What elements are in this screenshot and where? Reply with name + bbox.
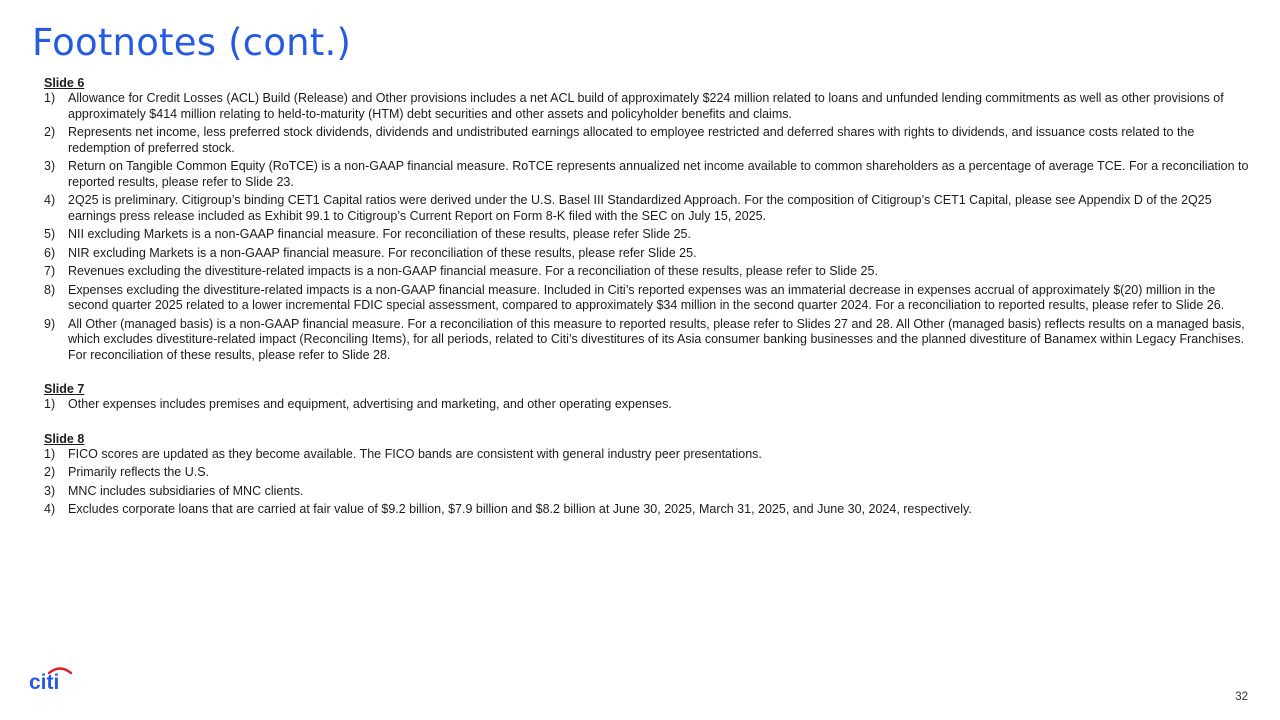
citi-logo-icon xyxy=(28,662,76,692)
footnote-text: NIR excluding Markets is a non-GAAP financial measure. For reconciliation of these results, please refer Slide 25. xyxy=(68,245,697,260)
footnote-text: Represents net income, less preferred stock dividends, dividends and undistributed earnings allocated to employee restricted and deferred shares with rights to dividends, and issuance costs related to the redemption of preferred stock. xyxy=(68,125,1195,155)
footnote-item xyxy=(44,465,1254,481)
footnote-item xyxy=(44,397,1254,413)
footnote-number: 2) xyxy=(44,465,56,479)
footnote-number: 3) xyxy=(44,483,56,498)
footnote-number: 1) xyxy=(44,397,56,411)
footnote-list xyxy=(44,447,1254,518)
footnote-number: 1) xyxy=(44,91,56,105)
footnote-item xyxy=(44,125,1254,156)
section-slide-7 xyxy=(44,381,1254,413)
footnote-item xyxy=(44,484,1254,500)
footnote-number: 4) xyxy=(44,502,56,516)
footnote-number: 3) xyxy=(44,159,56,173)
footnotes-content xyxy=(44,75,1254,521)
footnote-number: 1) xyxy=(44,446,56,461)
footnote-item xyxy=(44,283,1254,314)
footnote-number: 2) xyxy=(44,125,56,139)
footnote-text: FICO scores are updated as they become available. The FICO bands are consistent with general industry peer presentations. xyxy=(68,446,762,461)
footnote-number: 4) xyxy=(44,193,56,207)
footnote-number: 5) xyxy=(44,227,56,241)
section-heading: Slide 8 xyxy=(44,431,85,446)
footnote-text: MNC includes subsidiaries of MNC clients. xyxy=(68,483,304,498)
footnote-number: 6) xyxy=(44,245,56,260)
footnote-text: Allowance for Credit Losses (ACL) Build (Release) and Other provisions includes a net ACL build of approximately $224 million related to loans and unfunded lending commitments as well as other provisions of approximately $414 million relating to held-to-maturity (HTM) debt securities and other assets and policyholder benefits and claims. xyxy=(68,91,1224,121)
footnote-text: 2Q25 is preliminary. Citigroup’s binding CET1 Capital ratios were derived under the U.S. Basel III Standardized Approach. For the composition of Citigroup’s CET1 Capital, please see Appendix D of the 2Q25 earnings press release included as Exhibit 99.1 to Citigroup’s Current Report on Form 8-K filed with the SEC on July 15, 2025. xyxy=(68,193,1212,223)
footnote-number: 9) xyxy=(44,316,56,331)
footnote-list xyxy=(44,91,1254,363)
footnote-item xyxy=(44,246,1254,262)
footnote-item xyxy=(44,227,1254,243)
footnote-text: Revenues excluding the divestiture-related impacts is a non-GAAP financial measure. For a reconciliation of these results, please refer to Slide 25. xyxy=(68,264,878,278)
logo-text: citi xyxy=(29,671,60,692)
footnote-item xyxy=(44,91,1254,122)
footnote-item xyxy=(44,502,1254,518)
page-title: Footnotes (cont.) xyxy=(32,21,352,64)
footnote-text: Return on Tangible Common Equity (RoTCE) is a non-GAAP financial measure. RoTCE represents annualized net income available to common shareholders as a percentage of average TCE. For a reconciliation to reported results, please refer to Slide 23. xyxy=(68,159,1249,189)
footnote-item xyxy=(44,447,1254,463)
footnote-text: NII excluding Markets is a non-GAAP financial measure. For reconciliation of these results, please refer Slide 25. xyxy=(68,227,691,241)
footnote-text: Expenses excluding the divestiture-related impacts is a non-GAAP financial measure. Included in Citi’s reported expenses was an immaterial decrease in expenses accrual of approximately $(20) million in the second quarter 2025 related to a lower incremental FDIC special assessment, compared to approximately $34 million in the second quarter 2024. For a reconciliation to reported results, please refer to Slide 26. xyxy=(68,282,1225,312)
footnote-text: All Other (managed basis) is a non-GAAP financial measure. For a reconciliation of this measure to reported results, please refer to Slides 27 and 28. All Other (managed basis) reflects results on a managed basis, which excludes divestiture-related impact (Reconciling Items), for all periods, related to Citi’s divestitures of its Asia consumer banking businesses and the planned divestiture of Banamex within Legacy Franchises. For reconciliation of these results, please refer to Slide 28. xyxy=(68,316,1245,362)
footnote-item xyxy=(44,317,1254,364)
footnote-item xyxy=(44,193,1254,224)
footnote-number: 8) xyxy=(44,282,56,297)
section-heading: Slide 6 xyxy=(44,76,85,90)
footnote-text: Other expenses includes premises and equipment, advertising and marketing, and other operating expenses. xyxy=(68,397,672,411)
section-slide-8 xyxy=(44,431,1254,518)
footnote-item xyxy=(44,264,1254,280)
footnote-text: Excludes corporate loans that are carried at fair value of $9.2 billion, $7.9 billion and $8.2 billion at June 30, 2025, March 31, 2025, and June 30, 2024, respectively. xyxy=(68,502,972,516)
footnote-item xyxy=(44,159,1254,190)
footnote-text: Primarily reflects the U.S. xyxy=(68,465,210,479)
footnote-number: 7) xyxy=(44,264,56,278)
section-heading: Slide 7 xyxy=(44,382,85,396)
page-number: 32 xyxy=(1235,691,1248,703)
footnote-list xyxy=(44,397,1254,413)
section-slide-6 xyxy=(44,75,1254,363)
